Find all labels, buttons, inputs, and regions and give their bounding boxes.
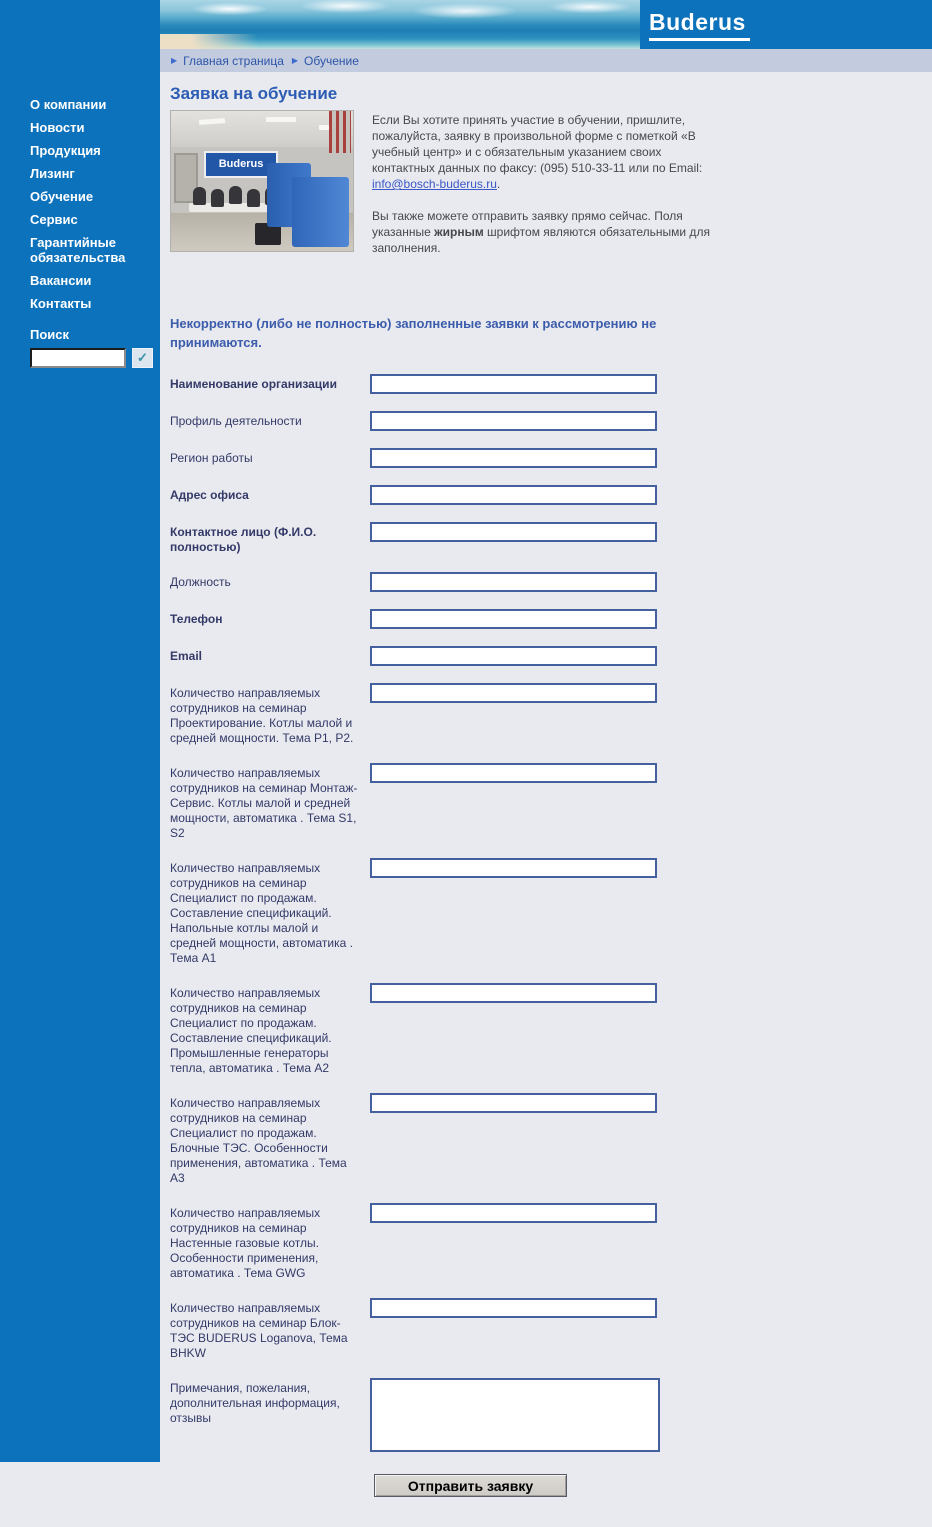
photo-boiler <box>292 177 349 247</box>
phone-input[interactable] <box>370 609 657 629</box>
form-row <box>170 858 916 966</box>
sidebar-item-vakansii[interactable]: Вакансии <box>30 273 92 288</box>
seminar-a3-count-input[interactable] <box>370 1093 657 1113</box>
intro-p1-period: . <box>496 177 501 191</box>
email-link[interactable]: info@bosch-buderus.ru <box>372 177 497 191</box>
form-row <box>170 646 916 666</box>
form-row <box>170 1298 916 1361</box>
seminar-a1-count-input[interactable] <box>370 858 657 878</box>
page-title: Заявка на обучение <box>170 84 338 103</box>
sidebar-nav <box>0 0 160 311</box>
submit-row <box>170 1474 916 1527</box>
intro-p1-text: Если Вы хотите принять участие в обучении, пришлите, пожалуйста, заявку в произвольной форме с пометкой «В учебный центр» и с обязательным указанием своих контактных данных по факсу: (095) 510-33-11 или по Email: <box>372 113 703 175</box>
page-header <box>160 0 932 49</box>
seminar-a2-count-input[interactable] <box>370 983 657 1003</box>
intro-paragraph-2 <box>372 208 722 256</box>
form-row <box>170 763 916 841</box>
field-label: Количество направляемых сотрудников на семинар Проектирование. Котлы малой и средней мощности. Тема Р1, Р2. <box>170 686 354 745</box>
intro-p2-bold-word: жирным <box>434 225 484 239</box>
sidebar-item-novosti[interactable]: Новости <box>30 120 85 135</box>
photo-person <box>211 189 224 207</box>
form-row <box>170 411 916 431</box>
form-row <box>170 522 916 555</box>
photo-pipes <box>329 111 351 153</box>
intro-paragraph-1 <box>372 112 722 192</box>
activity-profile-input[interactable] <box>370 411 657 431</box>
seminar-bhkw-count-input[interactable] <box>370 1298 657 1318</box>
field-label: Количество направляемых сотрудников на семинар Специалист по продажам. Составление спецификаций. Напольные котлы малой и средней мощности, автоматика . Тема А1 <box>170 861 353 965</box>
breadcrumb-home-link[interactable]: Главная страница <box>183 53 284 68</box>
submit-application-button[interactable]: Отправить заявку <box>374 1474 567 1497</box>
form-row <box>170 983 916 1076</box>
form-row <box>170 374 916 394</box>
breadcrumb <box>160 49 932 72</box>
field-label: Телефон <box>170 612 223 626</box>
seminar-s1s2-count-input[interactable] <box>370 763 657 783</box>
sidebar-item-obuchenie[interactable]: Обучение <box>30 189 94 204</box>
photo-person <box>193 187 206 205</box>
warning-text: Некорректно (либо не полностью) заполненные заявки к рассмотрению не принимаются. <box>170 316 657 350</box>
field-label: Количество направляемых сотрудников на семинар Настенные газовые котлы. Особенности применения, автоматика . Тема GWG <box>170 1206 321 1280</box>
photo-banner-text: Buderus <box>218 158 264 170</box>
sidebar-item-garantii[interactable]: Гарантийные обязательства <box>30 235 126 265</box>
ocean-banner-image <box>160 0 640 49</box>
form-row <box>170 1378 916 1457</box>
buderus-logo: Buderus <box>649 9 750 41</box>
content <box>160 72 932 1527</box>
field-label: Контактное лицо (Ф.И.О. полностью) <box>170 525 317 554</box>
search-block <box>0 327 160 368</box>
breadcrumb-arrow-icon: ▶ <box>291 56 299 65</box>
sidebar-item-o-kompanii[interactable]: О компании <box>30 97 107 112</box>
field-label: Профиль деятельности <box>170 414 302 428</box>
field-label: Примечания, пожелания, дополнительная информация, отзывы <box>170 1381 340 1425</box>
sidebar-item-lizing[interactable]: Лизинг <box>30 166 75 181</box>
intro-p2-tail: шрифтом являются обязательными для заполнения. <box>372 225 710 255</box>
office-address-input[interactable] <box>370 485 657 505</box>
logo-link[interactable] <box>640 0 932 49</box>
seminar-gwg-count-input[interactable] <box>370 1203 657 1223</box>
training-center-photo <box>170 110 354 252</box>
check-icon: ✓ <box>137 350 148 365</box>
field-label: Регион работы <box>170 451 253 465</box>
sidebar-item-servis[interactable]: Сервис <box>30 212 78 227</box>
position-input[interactable] <box>370 572 657 592</box>
work-region-input[interactable] <box>370 448 657 468</box>
search-submit-button[interactable] <box>132 348 153 368</box>
field-label: Количество направляемых сотрудников на семинар Специалист по продажам. Блочные ТЭС. Особенности применения, автоматика . Тема А3 <box>170 1096 347 1185</box>
seminar-p1p2-count-input[interactable] <box>370 683 657 703</box>
org-name-input[interactable] <box>370 374 657 394</box>
notes-textarea[interactable] <box>370 1378 660 1452</box>
intro-p2-text: Вы также можете отправить заявку прямо сейчас. Поля указанные <box>372 209 683 239</box>
contact-person-input[interactable] <box>370 522 657 542</box>
field-label: Количество направляемых сотрудников на семинар Монтаж-Сервис. Котлы малой и средней мощности, автоматика . Тема S1, S2 <box>170 766 358 840</box>
form-row <box>170 485 916 505</box>
form-row <box>170 1203 916 1281</box>
field-label: Количество направляемых сотрудников на семинар Специалист по продажам. Составление спецификаций. Промышленные генераторы тепла, автоматика . Тема А2 <box>170 986 332 1075</box>
field-label: Должность <box>170 575 231 589</box>
search-input[interactable] <box>30 348 126 368</box>
photo-person <box>247 189 260 207</box>
form-row <box>170 572 916 592</box>
search-label: Поиск <box>30 327 70 342</box>
form-row <box>170 1093 916 1186</box>
form-row <box>170 683 916 746</box>
intro-text <box>372 110 722 272</box>
field-label: Количество направляемых сотрудников на семинар Блок-ТЭС BUDERUS Loganova, Тема BHKW <box>170 1301 348 1360</box>
main-column <box>160 0 932 1494</box>
field-label: Адрес офиса <box>170 488 249 502</box>
photo-light <box>266 117 296 122</box>
application-form <box>170 374 916 1527</box>
intro-section <box>170 110 916 272</box>
form-row <box>170 609 916 629</box>
field-label: Наименование организации <box>170 377 337 391</box>
sidebar-item-kontakty[interactable]: Контакты <box>30 296 92 311</box>
form-row <box>170 448 916 468</box>
sidebar-item-produkciya[interactable]: Продукция <box>30 143 101 158</box>
photo-person <box>229 186 242 204</box>
email-field[interactable] <box>370 646 657 666</box>
field-label: Email <box>170 649 203 663</box>
breadcrumb-current-link[interactable]: Обучение <box>304 53 359 68</box>
sidebar <box>0 0 160 1462</box>
breadcrumb-arrow-icon: ▶ <box>171 56 178 65</box>
